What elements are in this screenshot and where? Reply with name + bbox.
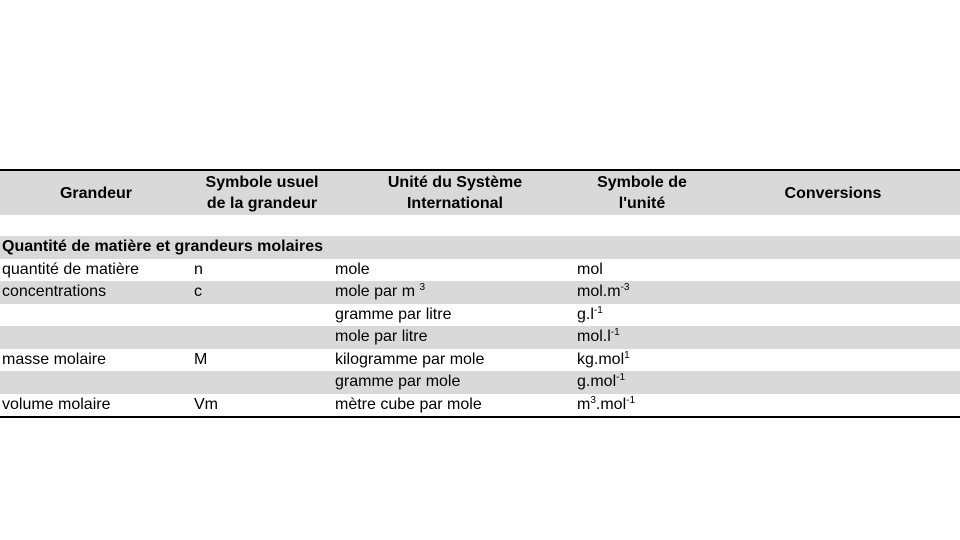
cell-unite xyxy=(335,349,484,372)
unite-text: mètre cube par mole xyxy=(335,395,482,413)
header-symbole-unite-line1: Symbole de xyxy=(597,174,687,191)
cell-symbole-unite xyxy=(577,394,635,417)
symbole-unite-exponent: 3 xyxy=(590,394,596,406)
cell-symbole-unite xyxy=(577,281,629,304)
header-unite-si xyxy=(355,171,555,215)
cell-grandeur: masse molaire xyxy=(2,350,107,368)
table-row xyxy=(0,326,960,349)
table-row xyxy=(0,259,960,282)
cell-symbole-unite xyxy=(577,326,620,349)
header-conversions-label: Conversions xyxy=(784,184,882,202)
table-row xyxy=(0,304,960,327)
header-symbole-usuel-line1: Symbole usuel xyxy=(205,174,319,191)
unite-text: mole par m xyxy=(335,283,420,300)
spacer-row xyxy=(0,215,960,236)
symbole-unite-exponent: 1 xyxy=(624,349,630,361)
header-unite-si-line2: International xyxy=(406,195,503,212)
table-row xyxy=(0,371,960,394)
cell-unite xyxy=(335,281,425,304)
unite-text: mole par litre xyxy=(335,328,428,345)
symbole-unite-base: mol.l xyxy=(577,328,611,345)
table-row xyxy=(0,349,960,372)
cell-grandeur: volume molaire xyxy=(2,395,111,413)
header-unite-si-line1: Unité du Système xyxy=(387,174,523,191)
symbole-unite-base: m xyxy=(577,395,591,413)
header-symbole-usuel-line2: de la grandeur xyxy=(206,195,318,212)
unite-exponent: 3 xyxy=(419,282,426,293)
header-grandeur-label: Grandeur xyxy=(59,184,132,202)
unite-text: kilogramme par mole xyxy=(335,350,485,368)
cell-unite xyxy=(335,394,482,417)
symbole-unite-base: mol xyxy=(577,260,603,278)
symbole-unite-tail: .mol xyxy=(595,395,627,413)
unite-text: gramme par mole xyxy=(335,373,461,390)
cell-unite xyxy=(335,304,451,327)
table-row xyxy=(0,281,960,304)
symbole-unite-exponent: -1 xyxy=(616,372,626,383)
symbole-unite-tail-exponent: -1 xyxy=(626,394,636,406)
symbole-unite-exponent: -3 xyxy=(620,282,630,293)
units-table xyxy=(0,169,960,418)
cell-symbole: M xyxy=(194,350,208,368)
cell-unite xyxy=(335,371,460,394)
symbole-unite-base: mol.m xyxy=(577,283,621,300)
unite-text: gramme par litre xyxy=(335,305,452,323)
section-title: Quantité de matière et grandeurs molaires xyxy=(2,238,323,255)
symbole-unite-base: g.l xyxy=(577,305,594,323)
section-row xyxy=(0,236,960,259)
cell-unite xyxy=(335,259,370,282)
header-conversions xyxy=(733,171,933,215)
table-header xyxy=(0,171,960,215)
header-symbole-usuel xyxy=(162,171,362,215)
cell-symbole-unite xyxy=(577,304,603,327)
symbole-unite-base: kg.mol xyxy=(577,350,625,368)
unite-text: mole xyxy=(335,260,370,278)
cell-symbole: n xyxy=(194,260,203,278)
header-symbole-unite-line2: l'unité xyxy=(618,195,666,212)
cell-symbole-unite xyxy=(577,371,625,394)
symbole-unite-exponent: -1 xyxy=(610,327,620,338)
table-row xyxy=(0,394,960,417)
cell-symbole-unite xyxy=(577,259,603,282)
cell-symbole-unite xyxy=(577,349,630,372)
symbole-unite-base: g.mol xyxy=(577,373,617,390)
cell-grandeur: quantité de matière xyxy=(2,260,139,278)
table-body xyxy=(0,259,960,417)
cell-symbole: c xyxy=(194,283,202,300)
cell-symbole: Vm xyxy=(194,395,218,413)
header-symbole-unite xyxy=(562,171,722,215)
cell-unite xyxy=(335,326,427,349)
symbole-unite-exponent: -1 xyxy=(593,304,603,316)
cell-grandeur: concentrations xyxy=(2,283,107,300)
